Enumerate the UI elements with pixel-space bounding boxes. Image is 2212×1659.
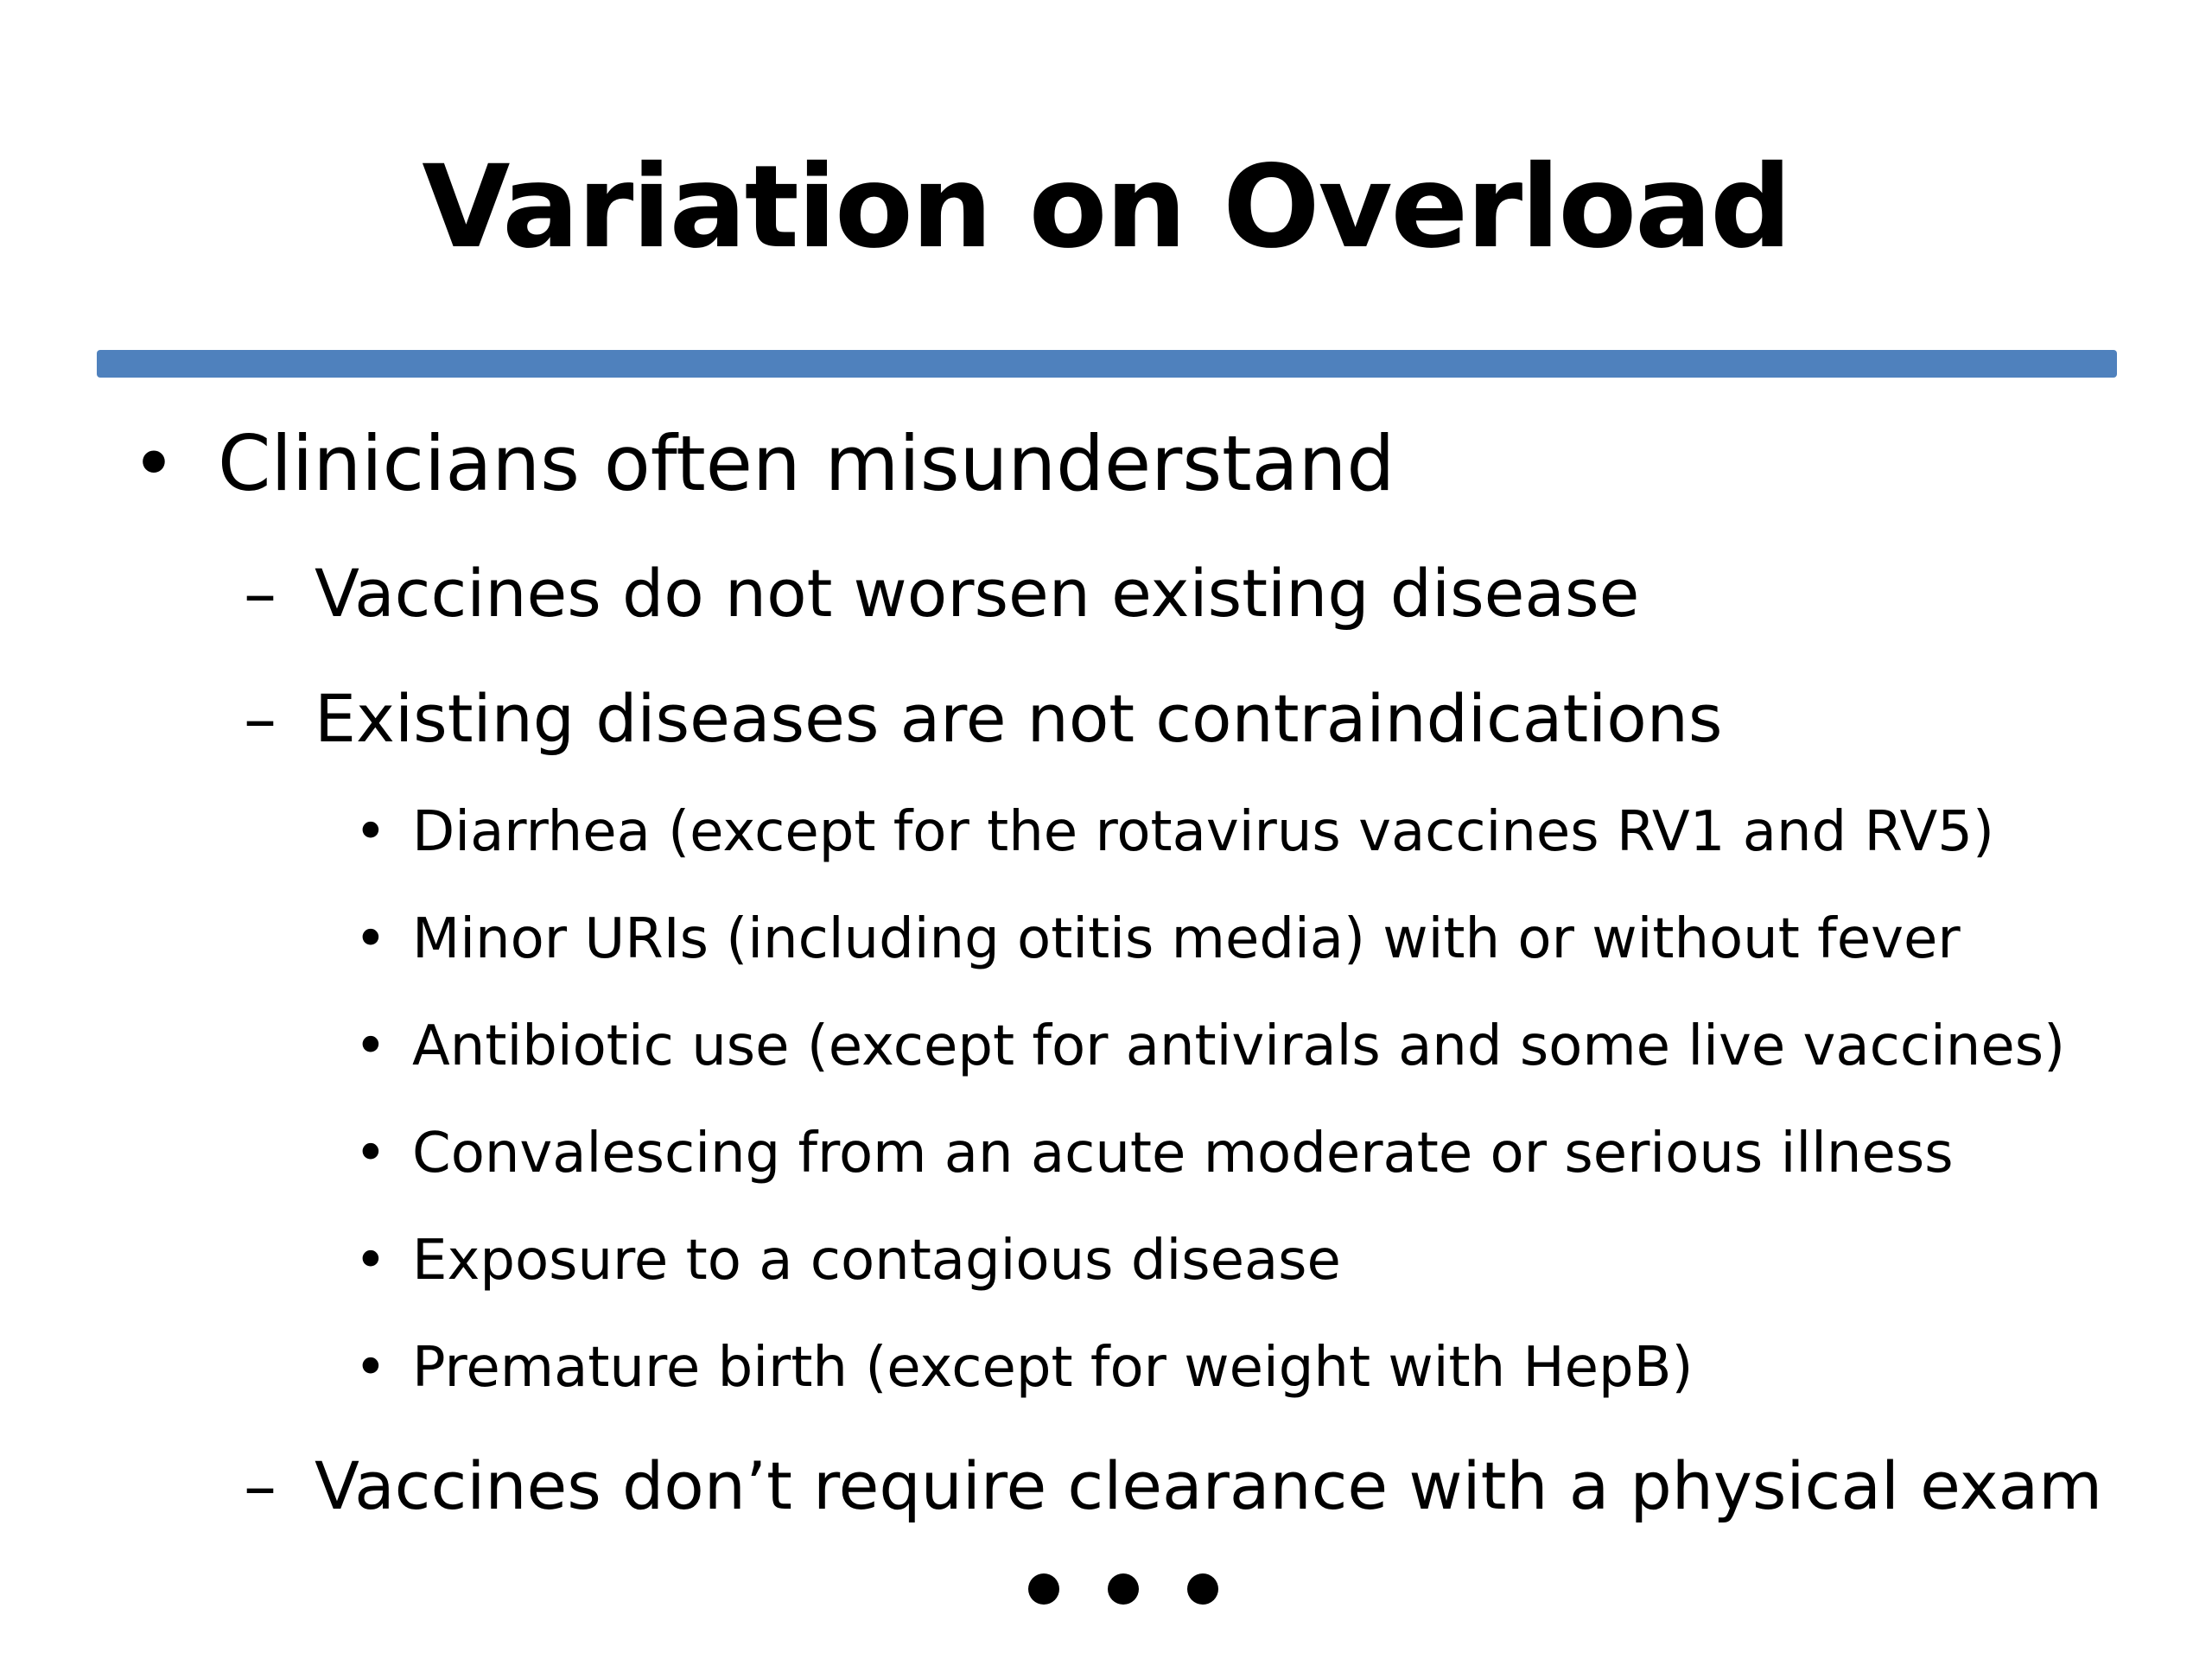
sub-sub-bullet-item: Minor URIs (including otitis media) with or without fever xyxy=(412,907,1961,971)
sub-sub-bullet-item: Antibiotic use (except for antivirals and some live vaccines) xyxy=(412,1014,2066,1078)
dash-marker: – xyxy=(244,680,276,757)
bullet-marker: • xyxy=(354,1014,387,1078)
sub-sub-bullet-item: Exposure to a contagious disease xyxy=(412,1229,1341,1293)
sub-sub-bullet-item: Convalescing from an acute moderate or serious illness xyxy=(412,1122,1954,1185)
bullet-marker: • xyxy=(354,1229,387,1293)
ellipsis-dot xyxy=(1108,1573,1139,1605)
continuation-ellipsis xyxy=(1028,1568,1218,1610)
ellipsis-dot xyxy=(1028,1573,1059,1605)
sub-bullet-item: Existing diseases are not contraindications xyxy=(315,680,1723,757)
bullet-marker: • xyxy=(354,800,387,864)
sub-sub-bullet-item: Premature birth (except for weight with HepB) xyxy=(412,1336,1694,1400)
bullet-marker: • xyxy=(131,419,176,508)
dash-marker: – xyxy=(244,1447,276,1524)
sub-sub-bullet-item: Diarrhea (except for the rotavirus vaccines RV1 and RV5) xyxy=(412,800,1994,864)
sub-bullet-item: Vaccines don’t require clearance with a physical exam xyxy=(315,1447,2103,1524)
slide-title: Variation on Overload xyxy=(422,141,1790,274)
ellipsis-dot xyxy=(1187,1573,1218,1605)
bullet-item: Clinicians often misunderstand xyxy=(218,419,1395,508)
bullet-marker: • xyxy=(354,1336,387,1400)
sub-bullet-item: Vaccines do not worsen existing disease xyxy=(315,555,1640,632)
dash-marker: – xyxy=(244,555,276,632)
bullet-marker: • xyxy=(354,907,387,971)
title-divider xyxy=(97,350,2117,378)
bullet-marker: • xyxy=(354,1122,387,1185)
